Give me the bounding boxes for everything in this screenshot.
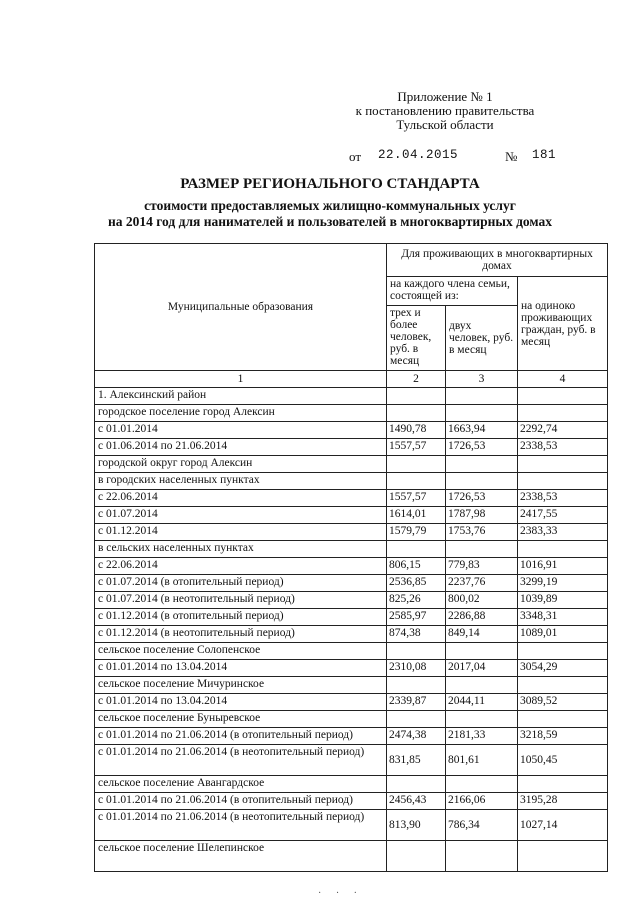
value-two [446,776,518,793]
row-label: в сельских населенных пунктах [95,541,387,558]
table-row [95,745,608,776]
column-number: 4 [518,371,608,388]
table-row [95,776,608,793]
document-subtitle-2: на 2014 год для нанимателей и пользователей в многоквартирных домах [107,214,553,229]
header-family: на каждого члена семьи, состоящей из: [387,277,518,306]
value-two [446,388,518,405]
value-two [446,677,518,694]
appendix-reference: к постановлению правительства [355,103,535,118]
row-label: с 01.01.2014 по 21.06.2014 (в отопительный период) [95,793,387,810]
value-single: 3089,52 [518,694,608,711]
value-three: 2310,08 [387,660,446,677]
value-three: 2339,87 [387,694,446,711]
table-row [95,473,608,490]
row-label: сельское поселение Шелепинское [95,841,387,872]
value-two: 2017,04 [446,660,518,677]
header-single: на одиноко проживающих граждан, руб. в месяц [518,277,608,371]
row-label: с 01.07.2014 (в неотопительный период) [95,592,387,609]
value-single [518,405,608,422]
value-three [387,711,446,728]
value-single [518,643,608,660]
table-row [95,677,608,694]
row-label: в городских населенных пунктах [95,473,387,490]
value-two [446,456,518,473]
table-row [95,643,608,660]
date-prefix: от [349,149,362,164]
value-single [518,711,608,728]
number-prefix: № [505,149,518,164]
value-two: 2181,33 [446,728,518,745]
column-number: 1 [95,371,387,388]
value-single: 2338,53 [518,490,608,507]
value-three [387,841,446,872]
row-label: с 01.06.2014 по 21.06.2014 [95,439,387,456]
order-number: 181 [532,148,557,162]
table-row [95,524,608,541]
value-single [518,776,608,793]
value-three [387,456,446,473]
row-label: сельское поселение Буныревское [95,711,387,728]
row-label: с 01.01.2014 [95,422,387,439]
value-three [387,388,446,405]
value-single: 1050,45 [518,745,608,776]
row-label: с 01.01.2014 по 21.06.2014 (в неотопительный период) [95,745,387,776]
appendix-region: Тульской области [396,117,494,132]
row-label: сельское поселение Авангардское [95,776,387,793]
table-row [95,660,608,677]
value-two [446,541,518,558]
header-two: двух человек, руб. в месяц [446,306,518,371]
row-label: 1. Алексинский район [95,388,387,405]
value-single [518,541,608,558]
row-label: с 01.07.2014 [95,507,387,524]
value-single: 3218,59 [518,728,608,745]
value-two: 1753,76 [446,524,518,541]
table-row [95,728,608,745]
table-row [95,626,608,643]
value-two [446,841,518,872]
value-single: 2417,55 [518,507,608,524]
value-three: 1614,01 [387,507,446,524]
value-three [387,776,446,793]
value-single: 2292,74 [518,422,608,439]
table-row [95,507,608,524]
row-label: с 01.12.2014 [95,524,387,541]
appendix-block [330,90,560,132]
document-subtitle: стоимости предоставляемых жилищно-коммунальных услуг [144,198,516,213]
table-row [95,694,608,711]
table-row [95,609,608,626]
value-three: 1579,79 [387,524,446,541]
row-label: с 01.07.2014 (в отопительный период) [95,575,387,592]
value-two [446,405,518,422]
header-municipal: Муниципальные образования [95,244,387,371]
value-three [387,677,446,694]
value-single: 1089,01 [518,626,608,643]
value-two: 1726,53 [446,439,518,456]
table-row [95,490,608,507]
table-row [95,793,608,810]
value-three: 806,15 [387,558,446,575]
value-two: 1663,94 [446,422,518,439]
value-three: 874,38 [387,626,446,643]
table-row [95,422,608,439]
table-row [95,405,608,422]
value-single: 1039,89 [518,592,608,609]
value-single [518,473,608,490]
value-three: 1557,57 [387,490,446,507]
row-label: с 01.12.2014 (в неотопительный период) [95,626,387,643]
value-three [387,405,446,422]
value-three: 1490,78 [387,422,446,439]
table-row [95,711,608,728]
value-two: 2166,06 [446,793,518,810]
value-single: 3348,31 [518,609,608,626]
value-two: 779,83 [446,558,518,575]
value-three: 2536,85 [387,575,446,592]
header-group: Для проживающих в многоквартирных домах [387,244,608,277]
header-three: трех и более человек, руб. в месяц [387,306,446,371]
value-three: 813,90 [387,810,446,841]
row-label: с 01.01.2014 по 21.06.2014 (в отопительный период) [95,728,387,745]
standard-table [94,243,608,872]
document-title: РАЗМЕР РЕГИОНАЛЬНОГО СТАНДАРТА [180,176,480,192]
value-two: 800,02 [446,592,518,609]
value-three: 825,26 [387,592,446,609]
value-single [518,841,608,872]
value-single: 2338,53 [518,439,608,456]
table-row [95,575,608,592]
value-three: 831,85 [387,745,446,776]
row-label: с 22.06.2014 [95,558,387,575]
value-two [446,711,518,728]
table-row [95,541,608,558]
column-number: 2 [387,371,446,388]
value-single: 3054,29 [518,660,608,677]
value-three: 1557,57 [387,439,446,456]
table-row [95,810,608,841]
value-single [518,388,608,405]
row-label: с 01.01.2014 по 13.04.2014 [95,660,387,677]
value-two: 1787,98 [446,507,518,524]
value-single: 1027,14 [518,810,608,841]
table-row [95,841,608,872]
value-three: 2456,43 [387,793,446,810]
table-row [95,592,608,609]
value-three [387,643,446,660]
value-two: 2237,76 [446,575,518,592]
table-row [95,456,608,473]
value-two [446,473,518,490]
row-label: городской округ город Алексин [95,456,387,473]
order-date: 22.04.2015 [378,148,459,162]
row-label: городское поселение город Алексин [95,405,387,422]
value-two [446,643,518,660]
row-label: с 01.01.2014 по 21.06.2014 (в неотопительный период) [95,810,387,841]
table-row [95,388,608,405]
value-three [387,473,446,490]
row-label: с 22.06.2014 [95,490,387,507]
table-row [95,439,608,456]
value-single: 3299,19 [518,575,608,592]
value-three: 2474,38 [387,728,446,745]
value-three [387,541,446,558]
value-single: 3195,28 [518,793,608,810]
row-label: с 01.12.2014 (в отопительный период) [95,609,387,626]
column-number: 3 [446,371,518,388]
value-two: 801,61 [446,745,518,776]
row-label: сельское поселение Мичуринское [95,677,387,694]
value-two: 2044,11 [446,694,518,711]
value-two: 786,34 [446,810,518,841]
value-two: 1726,53 [446,490,518,507]
row-label: сельское поселение Солопенское [95,643,387,660]
row-label: с 01.01.2014 по 13.04.2014 [95,694,387,711]
value-two: 2286,88 [446,609,518,626]
value-single: 2383,33 [518,524,608,541]
value-single [518,456,608,473]
value-single [518,677,608,694]
scan-artifact: · · · [318,888,363,899]
value-single: 1016,91 [518,558,608,575]
table-row [95,558,608,575]
value-three: 2585,97 [387,609,446,626]
appendix-title: Приложение № 1 [397,89,493,104]
value-two: 849,14 [446,626,518,643]
